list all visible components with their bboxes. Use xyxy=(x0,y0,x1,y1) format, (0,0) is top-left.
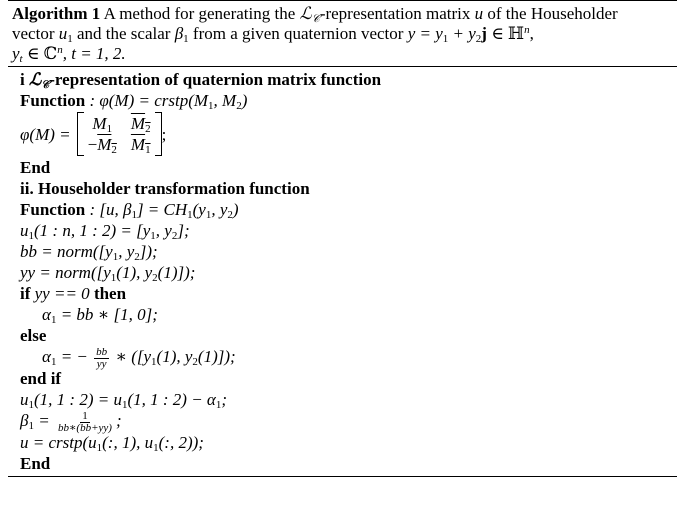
code-line-yy: yy = $norm([y_1(1)$, $y_2(1)$]); xyxy=(20,263,196,284)
block-matrix: $M_1$ $M_2$ $-M_2$ $M_1$ xyxy=(77,112,162,156)
section2-function-line: Function : [u, $\beta_1] = CH_1(y_1$, $y_2$) xyxy=(20,200,239,221)
fraction-bb-yy: $\frac{bb}{yy}$ xyxy=(96,345,108,370)
section2-heading: ii. Householder transformation function xyxy=(20,179,310,198)
code-line-u1: $u_1(1$ : n, 1 : $2) = [y_1$, $y_2$]; xyxy=(20,221,190,242)
section1-end: End xyxy=(20,158,51,177)
code-line-alpha-then: $\alpha_1$ = bb ∗ [1, 0]; xyxy=(42,305,158,326)
fraction-beta: $\frac{1}{bb∗(bb+yy)}$ xyxy=(57,409,112,434)
section1-heading: i ℒ$_𝒞$-representation of quaternion matrix function xyxy=(20,70,382,91)
algorithm-caption: Algorithm 1 A method for generating the ℒ$_𝒞$-representation matrix u of the Householder vector $u_1$ and the scalar $\beta_1$ from a given quaternion vector $y = y_1 + y_2j$ ∈ ℍ$^n$, $y_t$ ∈ ℂ$^n$, t = 1, 2. xyxy=(12,4,618,65)
code-line-u-final: $u = crstp(u_1$(:, 1), $u_1$(:, 2)); xyxy=(20,433,204,454)
code-line-bb: bb = $norm([y_1$, $y_2$]); xyxy=(20,242,158,263)
phi-matrix-line: φ(M) = $M_1$ $M_2$ $-M_2$ $M_1$ ; xyxy=(20,114,167,156)
code-line-if: if yy == 0 then xyxy=(20,284,127,303)
code-line-alpha-else: $\alpha_1$ = − $\frac{bb}{yy}$ ∗ ([$y_1(1)$, $y_2(1)$]); xyxy=(42,345,236,370)
code-line-u1-update: $u_1(1$, 1 : $2) = u_1(1$, 1 : $2) - \alpha_1$; xyxy=(20,390,228,411)
code-line-beta: $\beta_1$ = $\frac{1}{bb∗(bb+yy)}$ ; xyxy=(20,409,122,434)
algorithm-body xyxy=(8,67,677,476)
code-line-else: else xyxy=(20,326,47,345)
section1-function-line: Function : $\varphi(M) = crstp(M_1$, $M_2$) xyxy=(20,91,248,112)
algorithm-label: Algorithm 1 xyxy=(12,4,101,23)
section2-end: End xyxy=(20,454,51,473)
bottom-rule xyxy=(8,476,677,477)
code-line-endif: end if xyxy=(20,369,62,388)
